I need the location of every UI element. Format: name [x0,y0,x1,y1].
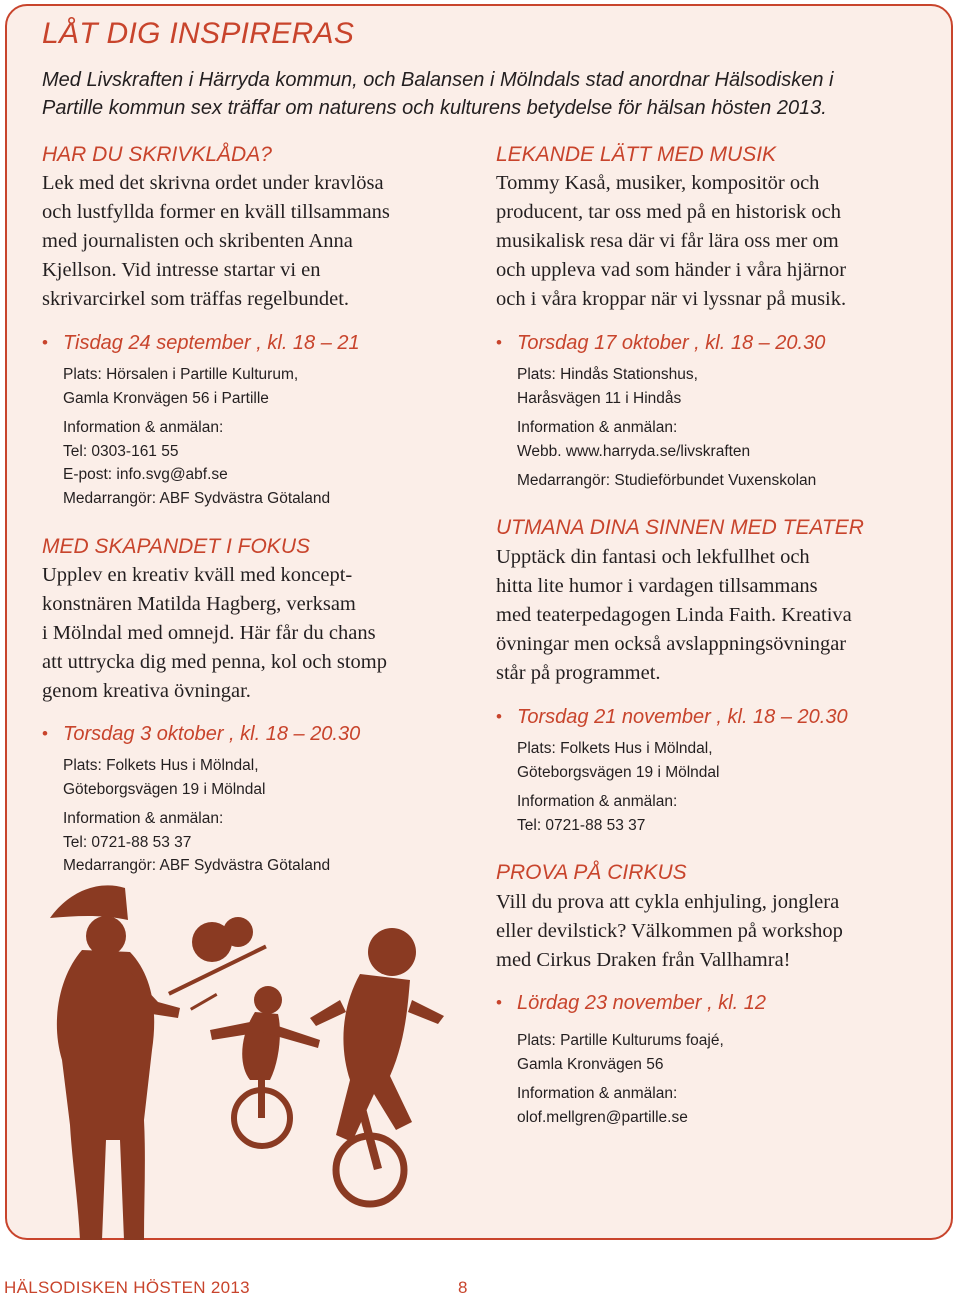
date-text: Lördag 23 november , kl. 12 [517,992,767,1014]
unicycle-post [258,1078,265,1118]
child-body [336,974,412,1142]
body-line: i Mölndal med omnejd. Här får du chans [42,622,376,644]
info-line: Information & anmälan: [63,810,224,827]
footer-publication: HÄLSODISKEN HÖSTEN 2013 [4,1278,250,1297]
body-line: Kjellson. Vid intresse startar vi en [42,259,321,281]
event-body-musik [496,169,846,314]
body-line: med Cirkus Draken från Vallhamra! [496,949,791,971]
bullet-icon: • [496,333,502,352]
date-text: Torsdag 17 oktober , kl. 18 – 20.30 [517,332,826,354]
info-line: Medarrangör: ABF Sydvästra Götaland [63,489,331,507]
info-line: Information & anmälan: [63,419,224,436]
event-title-skrivklada: HAR DU SKRIVKLÅDA? [42,143,272,166]
event-date-skrivklada [42,331,360,355]
info-line: Medarrangör: Studieförbundet Vuxenskolan [517,472,817,489]
event-body-skrivklada [42,169,390,314]
body-line: skrivarcirkel som träffas regelbundet. [42,288,350,310]
body-line: Tommy Kaså, musiker, kompositör och [496,172,820,194]
date-text: Torsdag 3 oktober , kl. 18 – 20.30 [63,723,361,745]
bullet-icon: • [42,333,48,352]
body-line: står på programmet. [496,662,661,684]
event-body-cirkus [496,888,843,975]
devil-stick [190,993,217,1011]
circus-silhouette-illustration [40,880,460,1240]
info-line: Göteborgsvägen 19 i Mölndal [517,763,720,781]
event-info-musik [517,363,816,493]
event-title-cirkus: PROVA PÅ CIRKUS [496,861,687,884]
date-text: Torsdag 21 november , kl. 18 – 20.30 [517,706,848,728]
event-date-musik [496,331,826,355]
info-line: Plats: Partille Kulturums foajé, [517,1032,724,1049]
info-line: Tel: 0721-88 53 37 [63,833,192,851]
event-date-skapandet [42,722,361,746]
body-line: Upplev en kreativ kväll med koncept- [42,564,353,586]
event-body-teater [496,543,852,688]
intro-text [42,66,922,122]
body-line: Upptäck din fantasi och lekfullhet och [496,546,810,568]
balloon [223,917,253,947]
info-line: Plats: Folkets Hus i Mölndal, [63,757,259,774]
body-line: konstnären Matilda Hagberg, verksam [42,593,356,615]
info-line: Gamla Kronvägen 56 i Partille [63,389,269,407]
body-line: hitta lite humor i vardagen tillsammans [496,575,818,597]
info-line: Göteborgsvägen 19 i Mölndal [63,780,266,798]
info-line: Plats: Hörsalen i Partille Kulturum, [63,366,299,383]
juggler-hat [50,885,128,920]
event-title-skapandet: MED SKAPANDET I FOKUS [42,535,310,558]
date-text: Tisdag 24 september , kl. 18 – 21 [63,332,360,354]
body-line: musikalisk resa där vi får lära oss mer om [496,230,839,252]
body-line: och uppleva vad som händer i våra hjärnor [496,259,847,281]
info-line: Medarrangör: ABF Sydvästra Götaland [63,857,331,874]
body-line: genom kreativa övningar. [42,680,251,702]
body-line: med teaterpedagogen Linda Faith. Kreativa [496,604,852,626]
info-line: olof.mellgren@partille.se [517,1108,688,1126]
event-date-teater [496,705,848,729]
event-info-skapandet [63,754,330,878]
event-title-musik: LEKANDE LÄTT MED MUSIK [496,143,777,166]
child-head [368,928,416,976]
body-line: och lustfyllda former en kväll tillsammans [42,201,390,223]
info-line: Plats: Hindås Stationshus, [517,366,698,383]
info-line: Gamla Kronvägen 56 [517,1055,664,1073]
info-line: Information & anmälan: [517,419,678,436]
body-line: producent, tar oss med på en historisk och [496,201,842,223]
body-line: Lek med det skrivna ordet under kravlösa [42,172,384,194]
info-line: Tel: 0303-161 55 [63,442,179,460]
body-line: eller devilstick? Välkommen på workshop [496,920,843,942]
event-body-skapandet [42,561,387,706]
intro-line: Med Livskraften i Härryda kommun, och Balansen i Mölndals stad anordnar Hälsodisken i [42,69,834,91]
body-line: att uttrycka dig med penna, kol och stomp [42,651,388,673]
event-info-skrivklada [63,363,330,510]
info-line: Webb. www.harryda.se/livskraften [517,442,751,460]
bullet-icon: • [42,724,48,743]
juggler-head [86,916,126,956]
body-line: övningar men också avslappningsövningar [496,633,847,655]
body-line: och i våra kroppar när vi lyssnar på musik. [496,288,847,310]
page-number: 8 [458,1278,468,1297]
info-line: Information & anmälan: [517,1085,678,1102]
info-line: Information & anmälan: [517,793,678,810]
event-title-teater: UTMANA DINA SINNEN MED TEATER [496,516,864,539]
info-line: E-post: info.svg@abf.se [63,466,228,483]
info-line: Tel: 0721-88 53 37 [517,816,646,834]
bullet-icon: • [496,993,502,1012]
info-line: Plats: Folkets Hus i Mölndal, [517,740,713,757]
intro-line: Partille kommun sex träffar om naturens och kulturens betydelse för hälsan hösten 2013. [42,97,827,119]
event-date-cirkus [496,991,767,1015]
body-line: med journalisten och skribenten Anna [42,230,353,252]
body-line: Vill du prova att cykla enhjuling, jonglera [496,891,840,913]
event-info-teater [517,737,720,837]
page-title: LÅT DIG INSPIRERAS [42,17,355,50]
unicyclist-head [254,986,282,1014]
info-line: Haråsvägen 11 i Hindås [517,389,682,407]
bullet-icon: • [496,707,502,726]
event-info-cirkus [517,1029,724,1129]
